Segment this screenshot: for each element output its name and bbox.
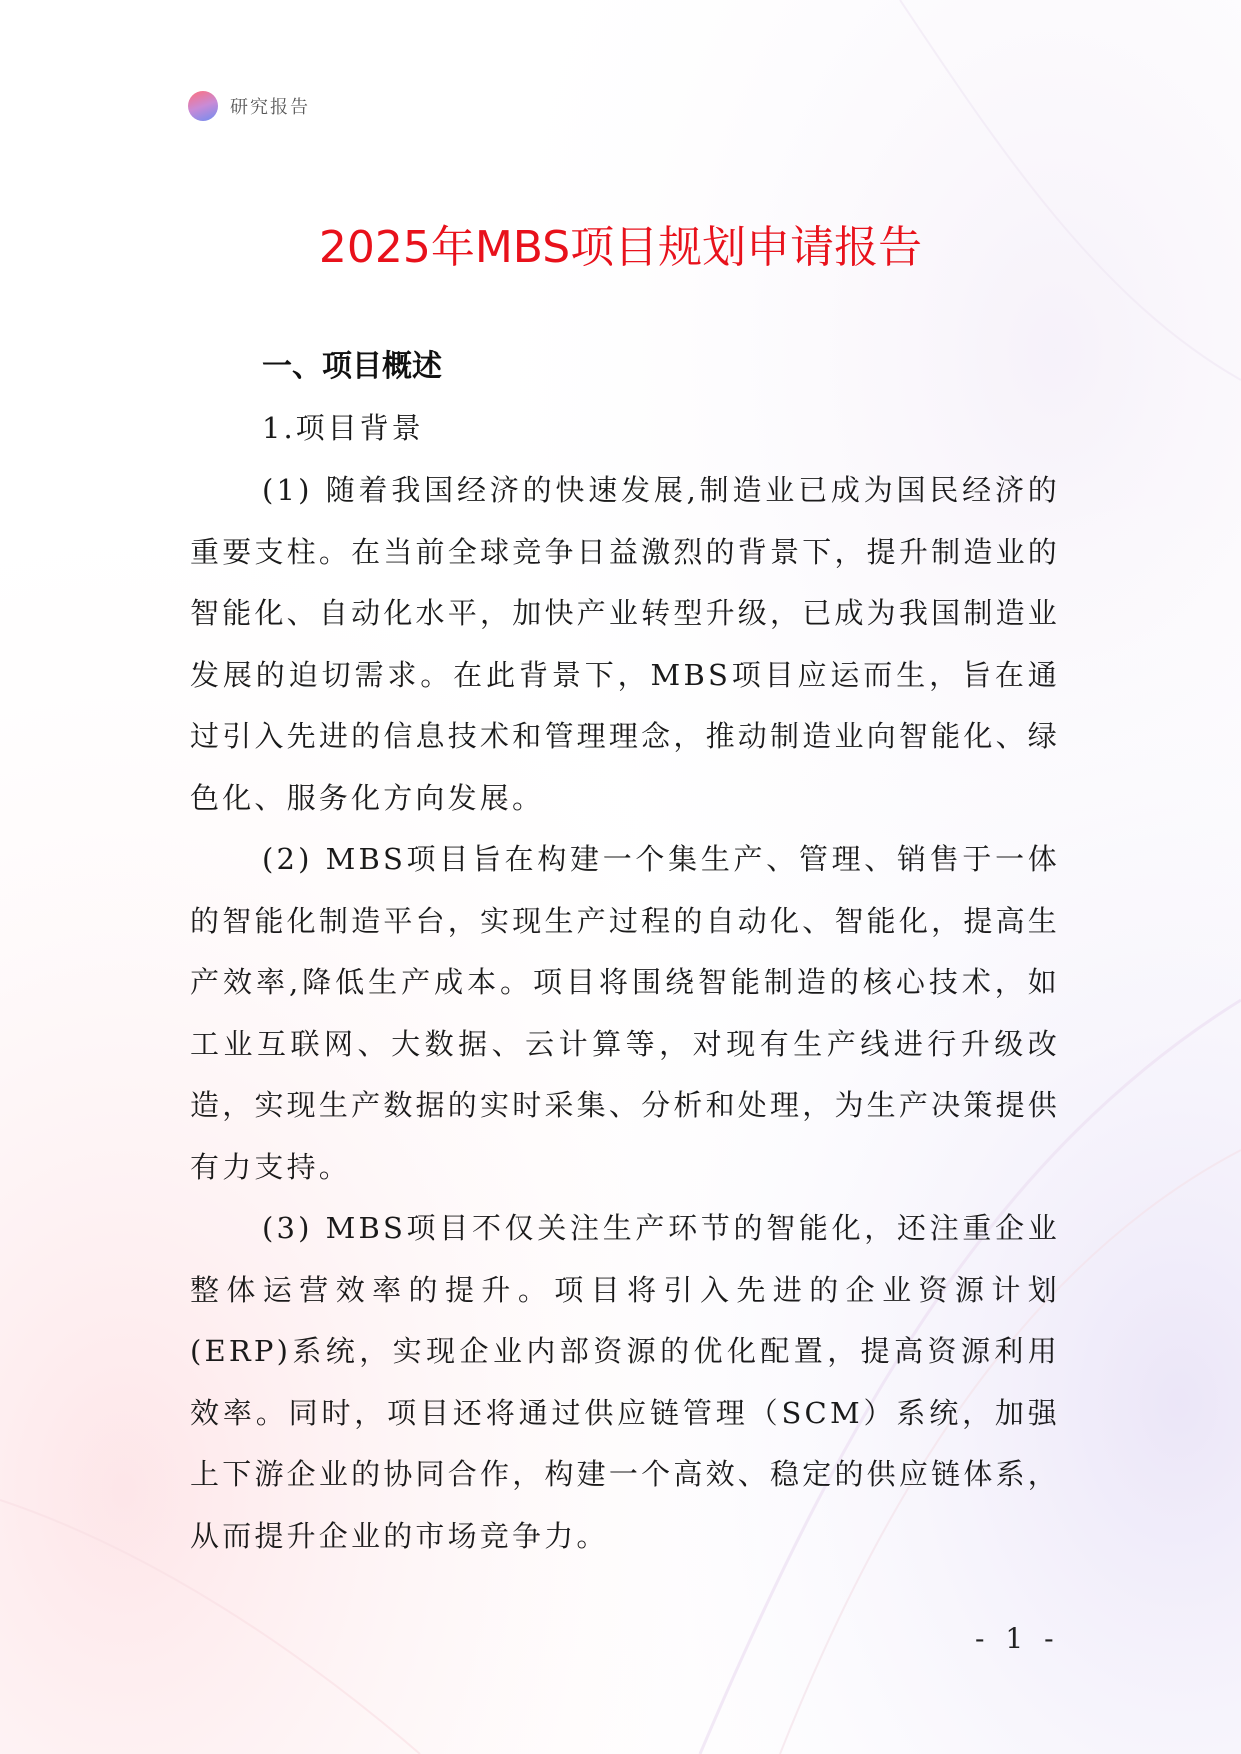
header-label: 研究报告	[230, 97, 310, 118]
page-number: - 1 -	[975, 1622, 1060, 1655]
document-body	[190, 345, 1060, 1567]
paragraph: (2) MBS项目旨在构建一个集生产、管理、销售于一体的智能化制造平台，实现生产过程的自动化、智能化，提高生产效率,降低生产成本。项目将围绕智能制造的核心技术，如工业互联网、大数据、云计算等，对现有生产线进行升级改造，实现生产数据的实时采集、分析和处理，为生产决策提供有力支持。	[190, 842, 1060, 1184]
document-title: 2025年MBS项目规划申请报告	[318, 222, 923, 273]
section-heading: 一、项目概述	[262, 349, 442, 384]
report-header	[188, 89, 310, 123]
logo-circle-icon	[188, 91, 218, 121]
subsection-heading: 1.项目背景	[262, 411, 424, 445]
paragraph: (3) MBS项目不仅关注生产环节的智能化，还注重企业整体运营效率的提升。项目将引入先进的企业资源计划(ERP)系统，实现企业内部资源的优化配置，提高资源利用效率。同时，项目还将通过供应链管理（SCM）系统，加强上下游企业的协同合作，构建一个高效、稳定的供应链体系，从而提升企业的市场竞争力。	[190, 1211, 1060, 1553]
paragraph: (1) 随着我国经济的快速发展,制造业已成为国民经济的重要支柱。在当前全球竞争日益激烈的背景下，提升制造业的智能化、自动化水平，加快产业转型升级，已成为我国制造业发展的迫切需求。在此背景下，MBS项目应运而生，旨在通过引入先进的信息技术和管理理念，推动制造业向智能化、绿色化、服务化方向发展。	[190, 473, 1060, 815]
